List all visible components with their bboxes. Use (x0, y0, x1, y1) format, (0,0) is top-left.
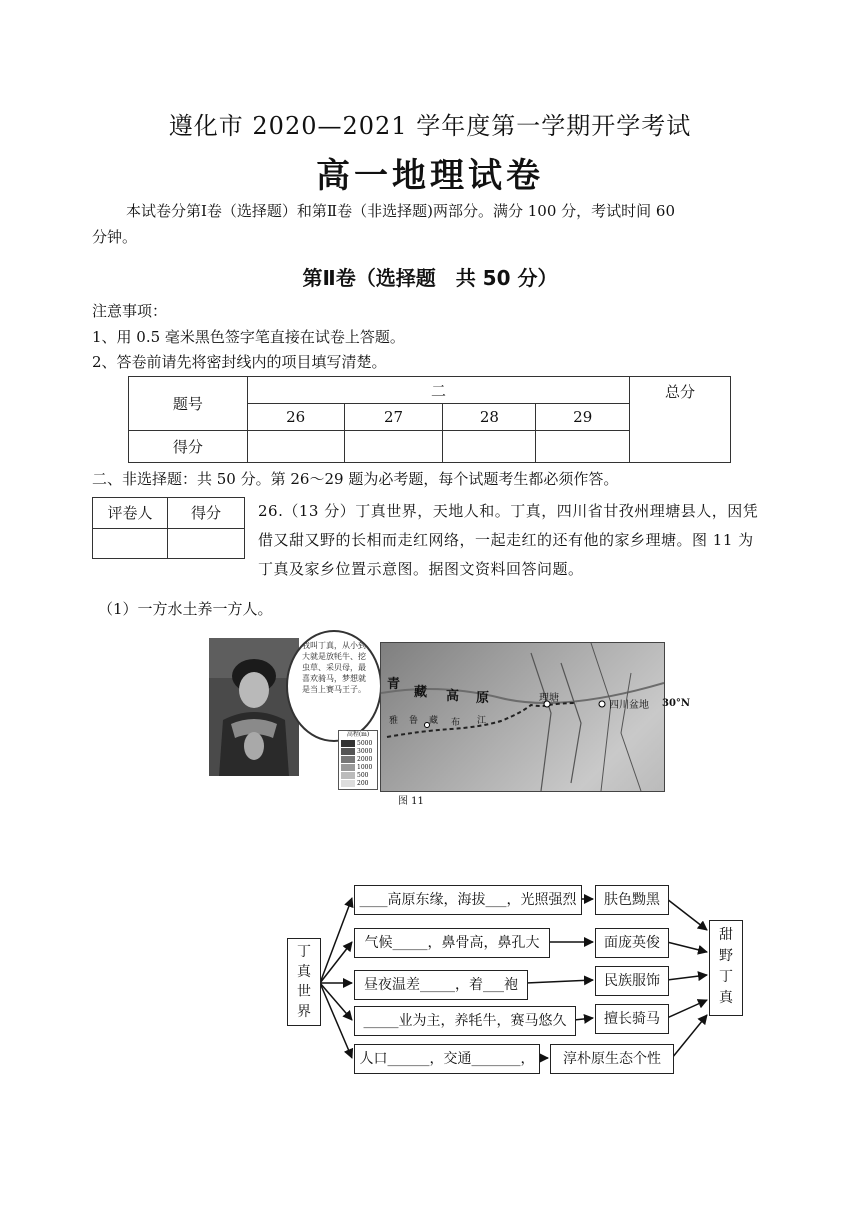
exam-title: 高一地理试卷 (316, 156, 544, 196)
question-number-cell: 29 (536, 404, 630, 431)
flow-target-char: 甜 (719, 927, 733, 943)
notes-item-2: 2、答卷前请先将密封线内的项目填写清楚。 (92, 353, 387, 371)
map-label-litang: 理塘 (539, 693, 559, 704)
question-number-cell: 26 (247, 404, 344, 431)
flow-source-char: 真 (297, 964, 311, 980)
map-label-river-2: 鲁 (409, 716, 419, 726)
map-label-plateau-4: 原 (476, 691, 490, 706)
legend-value: 5000 (357, 739, 373, 747)
flow-factor-box: 气候_____，鼻骨高，鼻孔大 (354, 928, 550, 958)
flow-target-box (709, 920, 743, 1016)
score-row-label: 得分 (129, 431, 248, 463)
flow-result-box: 淳朴原生态个性 (550, 1044, 674, 1074)
flow-result-box: 擅长骑马 (595, 1004, 669, 1034)
notes-item-1: 1、用 0.5 毫米黑色签字笔直接在试卷上答题。 (92, 328, 405, 346)
flow-source-char: 界 (297, 1004, 311, 1020)
map-label-plateau-1: 青 (387, 677, 401, 692)
notes-heading: 注意事项： (92, 302, 168, 320)
flow-result-box: 肤色黝黑 (595, 885, 669, 915)
legend-title: 高程(m) (346, 731, 370, 738)
flow-factor-box: 人口______，交通_______， (354, 1044, 540, 1074)
map-label-river-3: 藏 (429, 716, 439, 726)
question-number-cell: 28 (443, 404, 536, 431)
sub-question-1: （1）一方水土养一方人。 (98, 600, 273, 618)
flow-result-box: 面庞英俊 (595, 928, 669, 958)
intro-line-2: 分钟。 (92, 228, 138, 246)
flow-factor-box: _____业为主，养牦牛，赛马悠久 (354, 1006, 576, 1036)
flow-target-char: 丁 (719, 969, 733, 985)
map-label-river-5: 江 (477, 716, 487, 726)
exam-header: 遵化市 2020—2021 学年度第一学期开学考试 (168, 112, 692, 140)
question-number-cell: 27 (344, 404, 443, 431)
flow-result-box: 民族服饰 (595, 966, 669, 996)
legend-value: 500 (357, 771, 369, 779)
question-number-label: 题号 (129, 377, 248, 431)
intro-line-1: 本试卷分第Ⅰ卷（选择题）和第Ⅱ卷（非选择题)两部分。满分 100 分，考试时间 60 (126, 202, 675, 220)
flow-source-char: 世 (297, 984, 311, 1000)
question-26-text: 26.（13 分）丁真世界，天地人和。丁真，四川省甘孜州理塘县人，因凭借又甜又野的长相而走红网络，一起走红的还有他的家乡理塘。图 11 为丁真及家乡位置示意图。据图文资料回答问题。 (258, 502, 759, 578)
section-title: 第Ⅱ卷（选择题 共 50 分） (302, 266, 558, 290)
legend-value: 2000 (357, 755, 373, 763)
total-score-header: 总分 (630, 377, 731, 463)
flow-source-char: 丁 (297, 944, 311, 960)
flow-factor-box: ____高原东缘，海拔___，光照强烈 (354, 885, 582, 915)
legend-value: 200 (357, 779, 369, 787)
map-label-plateau-3: 高 (446, 689, 460, 704)
legend-value: 3000 (357, 747, 373, 755)
figure-caption: 图 11 (398, 796, 424, 807)
flow-source-box (287, 938, 321, 1026)
latitude-label: 30°N (662, 698, 691, 709)
flow-factor-box: 昼夜温差_____，着___袍 (354, 970, 528, 1000)
part-two-intro: 二、非选择题：共 50 分。第 26～29 题为必考题，每个试题考生都必须作答。 (92, 470, 619, 488)
legend-value: 1000 (357, 763, 373, 771)
map-label-river-1: 雅 (389, 716, 399, 726)
grader-score-label: 得分 (168, 498, 245, 529)
map-label-sichuan-basin: 四川盆地 (609, 700, 649, 711)
map-label-plateau-2: 藏 (414, 685, 428, 700)
map-label-river-4: 布 (451, 718, 461, 728)
flow-target-char: 真 (719, 990, 733, 1006)
section-two-header: 二 (247, 377, 629, 404)
reviewer-label: 评卷人 (93, 498, 168, 529)
flow-target-char: 野 (719, 948, 733, 964)
speech-bubble-text: 我叫丁真，从小到大就是放牦牛、挖虫草、采贝母，最喜欢骑马，梦想就是当上赛马王子。 (302, 641, 366, 694)
